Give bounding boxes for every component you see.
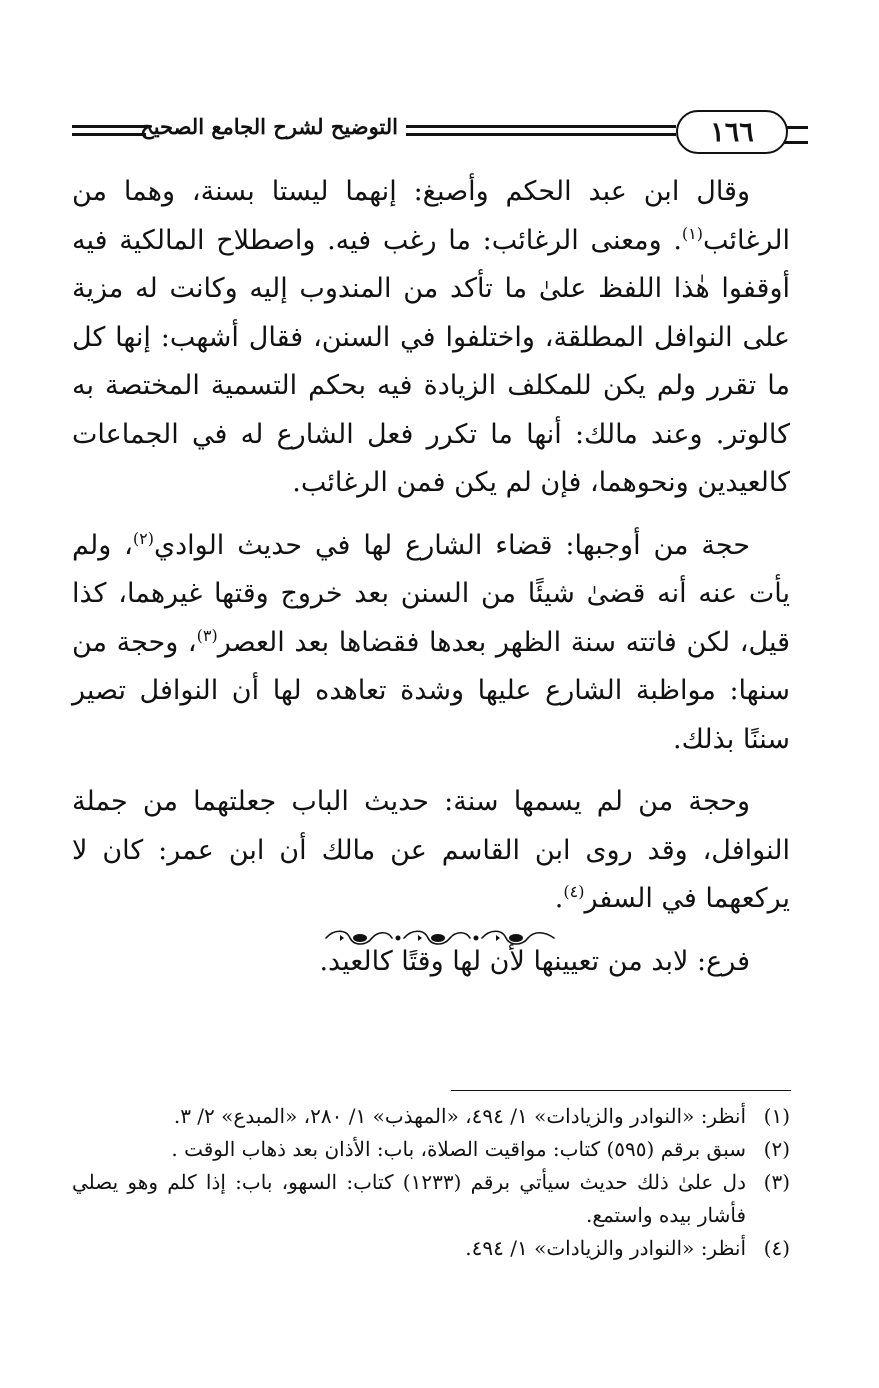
floral-ornament-icon (320, 926, 560, 950)
header-rule-short (72, 125, 146, 136)
page-header (70, 108, 810, 160)
main-text (72, 168, 790, 986)
footnote-item (72, 1232, 790, 1265)
section-end-ornament (0, 926, 879, 954)
footnote-text: دل علىٰ ذلك حديث سيأتي برقم (١٢٣٣) كتاب: السهو، باب: إذا كلم وهو يصلي فأشار بيده واستمع. (72, 1170, 746, 1227)
paragraph-2-text-b: ، ولم يأت عنه أنه قضىٰ شيئًا من السنن بعد خروج وقتها غيرهما، كذا قيل، لكن فاتته سنة الظهر بعدها فقضاها بعد العصر (72, 529, 790, 658)
footnote-item (72, 1100, 790, 1133)
paragraph-3 (72, 778, 790, 924)
paragraph-2-text-c: ، وحجة من سنها: مواظبة الشارع عليها وشدة تعاهده لها أن النوافل تصير سننًا بذلك. (72, 626, 790, 755)
footnote-number: (٢) (763, 1137, 790, 1161)
footnote-separator (451, 1090, 791, 1091)
footnote-text: سبق برقم (٥٩٥) كتاب: مواقيت الصلاة، باب: الأذان بعد ذهاب الوقت . (171, 1137, 746, 1161)
footnote-number: (٤) (763, 1236, 790, 1260)
footnote-item (72, 1133, 790, 1166)
paragraph-3-text-a: وحجة من لم يسمها سنة: حديث الباب جعلتهما من جملة النوافل، وقد روى ابن القاسم عن مالك أن ابن عمر: كان لا يركعهما في السفر (72, 786, 790, 914)
paragraph-1 (72, 168, 790, 508)
header-rule-long (406, 125, 676, 136)
footnote-ref-4[interactable]: (٤) (563, 882, 585, 901)
paragraph-1-text-a: وقال ابن عبد الحكم وأصبغ: إنهما ليستا بسنة، وهما من الرغائب (72, 176, 790, 256)
footnote-ref-3[interactable]: (٣) (196, 625, 218, 645)
footnote-ref-2[interactable]: (٢) (132, 528, 154, 548)
footnote-item (72, 1166, 790, 1232)
running-title: التوضيح لشرح الجامع الصحيح (140, 114, 398, 139)
paragraph-2 (72, 522, 790, 765)
footnote-number: (١) (763, 1104, 790, 1128)
paragraph-2-text-a: حجة من أوجبها: قضاء الشارع لها في حديث الوادي (153, 529, 751, 561)
footnote-ref-1[interactable]: (١) (681, 223, 703, 243)
footnote-number: (٣) (763, 1170, 790, 1194)
footnote-text: أنظر: «النوادر والزيادات» ١/ ٤٩٤. (465, 1236, 746, 1260)
paragraph-4: فرع: لابد من تعيينها لأن لها وقتًا كالعيد. (319, 945, 750, 977)
footnotes (72, 1100, 790, 1265)
page-number: ١٦٦ (676, 110, 788, 154)
paragraph-3-text-b: . (554, 883, 564, 914)
footnote-text: أنظر: «النوادر والزيادات» ١/ ٤٩٤، «المهذب» ١/ ٢٨٠، «المبدع» ٢/ ٣. (173, 1104, 746, 1128)
paragraph-1-text-b: . ومعنى الرغائب: ما رغب فيه. واصطلاح المالكية فيه أوقفوا هٰذا اللفظ علىٰ ما تأكد من المندوب إليه وكانت له مزية على النوافل المطلقة، واختلفوا في السنن، فقال أشهب: إنها كل ما تقرر ولم يكن للمكلف الزيادة فيه بحكم التسمية المختصة به كالوتر. وعند مالك: أنها ما تكرر فعل الشارع له في الجماعات كالعيدين ونحوهما، فإن لم يكن فمن الرغائب. (72, 224, 790, 498)
